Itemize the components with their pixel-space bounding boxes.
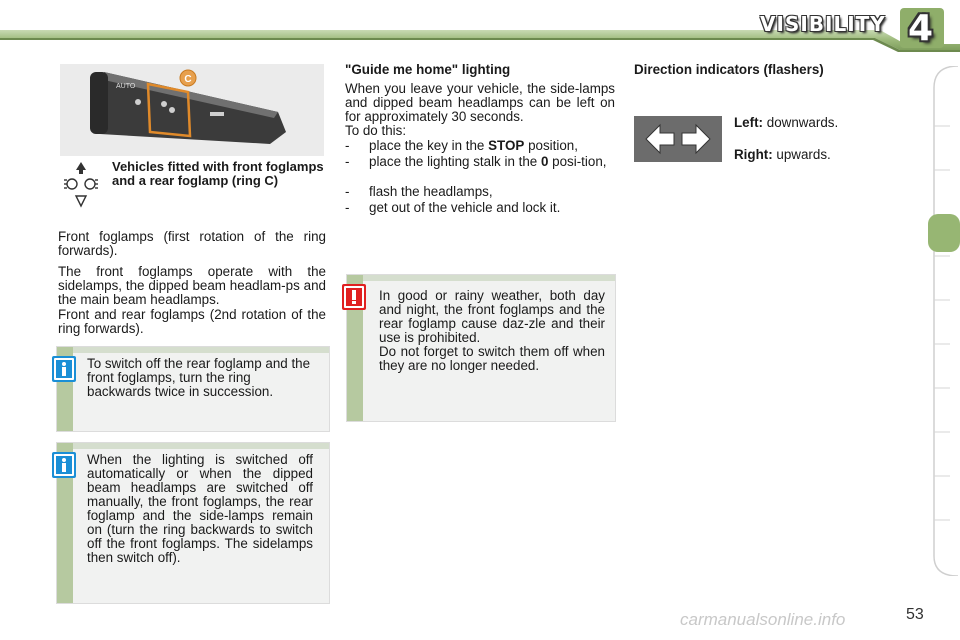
step-dash: - [345, 154, 350, 169]
warning-icon [342, 284, 366, 310]
info-box-switch-off-text: To switch off the rear foglamp and the front foglamps, turn the ring backwards twice in succession. [87, 356, 311, 399]
page-number: 53 [906, 606, 924, 623]
guide-me-home-intro: When you leave your vehicle, the side-lamps and dipped beam headlamps can be left on for approximately 30 seconds. [345, 81, 615, 124]
left-indicator-text: Left: downwards. [734, 115, 839, 130]
front-foglamps-text: Front foglamps (first rotation of the ring forwards). [58, 229, 326, 258]
step-2: place the lighting stalk in the 0 posi-tion, [369, 154, 607, 169]
chapter-title: VISIBILITY [760, 12, 886, 36]
chapter-number: 4 [908, 8, 934, 49]
info-box-auto-lighting-text: When the lighting is switched off automatically or when the dipped beam headlamps are switched off manually, the front foglamps, the rear foglamp and the side-lamps remain on (turn the ring backwards to switch off the front foglamps. The sidelamps then switch off). [87, 452, 313, 565]
info-icon [52, 452, 76, 478]
info-icon [52, 356, 76, 382]
foglamp-heading: Vehicles fitted with front foglamps and a rear foglamp (ring C) [112, 159, 324, 188]
lighting-stalk-illustration [60, 64, 324, 156]
step-4: get out of the vehicle and lock it. [369, 200, 561, 215]
to-do-this-label: To do this: [345, 123, 407, 138]
page-header [0, 0, 960, 56]
foglamp-icon [62, 162, 100, 208]
auto-label: AUTO [116, 83, 136, 90]
info-box-auto-lighting [56, 442, 330, 604]
active-chapter-tab[interactable] [928, 214, 960, 252]
right-indicator-text: Right: upwards. [734, 147, 831, 162]
step-1: place the key in the STOP position, [369, 138, 578, 153]
step-3: flash the headlamps, [369, 184, 493, 199]
chapter-tabs [928, 66, 960, 576]
guide-me-home-heading: "Guide me home" lighting [345, 62, 511, 77]
direction-indicator-illustration [634, 116, 722, 162]
info-box-switch-off [56, 346, 330, 432]
step-dash: - [345, 138, 350, 153]
front-rear-foglamps-text: Front and rear foglamps (2nd rotation of the ring forwards). [58, 307, 326, 336]
watermark: carmanualsonline.info [680, 610, 846, 629]
foglamps-operation-text: The front foglamps operate with the sidelamps, the dipped beam headlam-ps and the main beam headlamps. [58, 264, 326, 307]
warning-box-foglamps [346, 274, 616, 422]
step-dash: - [345, 184, 350, 199]
warning-dazzle-text: In good or rainy weather, both day and night, the front foglamps and the rear foglamp cause daz-zle and their use is prohibited. [379, 288, 605, 345]
warning-switch-off-text: Do not forget to switch them off when they are no longer needed. [379, 344, 605, 373]
ring-c-label: C [184, 74, 192, 85]
step-dash: - [345, 200, 350, 215]
direction-indicators-heading: Direction indicators (flashers) [634, 62, 824, 77]
